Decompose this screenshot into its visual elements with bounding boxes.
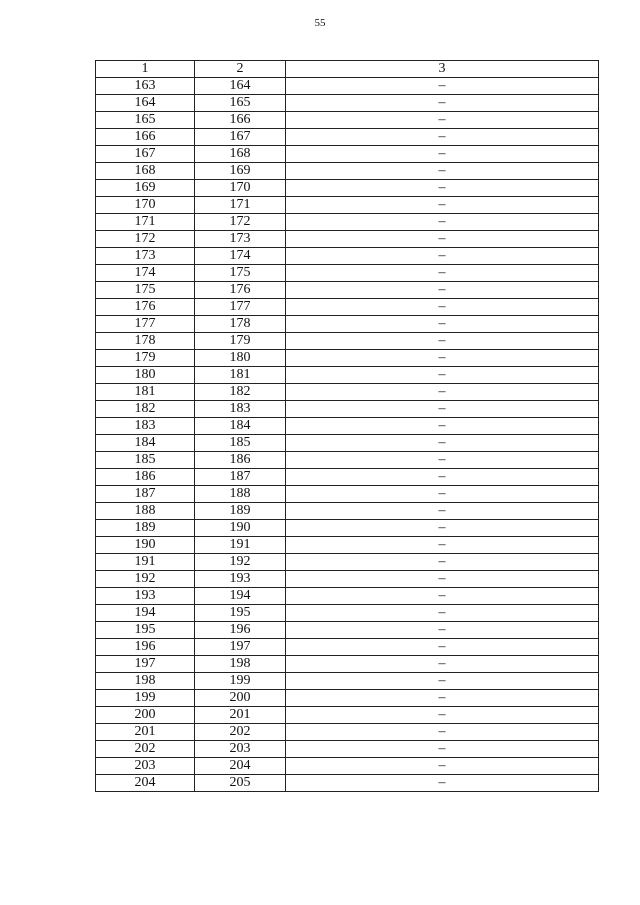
table-cell-col3: – — [286, 435, 599, 452]
table-cell-col3: – — [286, 180, 599, 197]
table-row — [96, 520, 599, 537]
table-cell-col3: – — [286, 554, 599, 571]
table-cell-col1: 166 — [96, 129, 195, 146]
table-row — [96, 248, 599, 265]
table-cell-col1: 188 — [96, 503, 195, 520]
table-cell-col3: – — [286, 656, 599, 673]
table-cell-col2: 178 — [195, 316, 286, 333]
table-cell-col3: – — [286, 707, 599, 724]
table-row — [96, 129, 599, 146]
table-cell-col3: – — [286, 486, 599, 503]
table-row — [96, 486, 599, 503]
table-row — [96, 197, 599, 214]
table-cell-col1: 164 — [96, 95, 195, 112]
table-cell-col1: 190 — [96, 537, 195, 554]
table-cell-col3: – — [286, 622, 599, 639]
table-cell-col3: – — [286, 588, 599, 605]
table-cell-col1: 165 — [96, 112, 195, 129]
table-cell-col3: – — [286, 163, 599, 180]
table-row — [96, 639, 599, 656]
table-cell-col2: 190 — [195, 520, 286, 537]
table-cell-col3: – — [286, 78, 599, 95]
table-cell-col2: 177 — [195, 299, 286, 316]
table-cell-col2: 173 — [195, 231, 286, 248]
table-cell-col3: – — [286, 282, 599, 299]
table-cell-col1: 202 — [96, 741, 195, 758]
table-cell-col3: – — [286, 265, 599, 282]
table-cell-col3: – — [286, 673, 599, 690]
table-cell-col1: 195 — [96, 622, 195, 639]
table-cell-col1: 203 — [96, 758, 195, 775]
table-cell-col3: – — [286, 571, 599, 588]
table-cell-col2: 204 — [195, 758, 286, 775]
table-cell-col2: 189 — [195, 503, 286, 520]
table-cell-col2: 174 — [195, 248, 286, 265]
table-row — [96, 622, 599, 639]
table-cell-col1: 200 — [96, 707, 195, 724]
table-cell-col2: 167 — [195, 129, 286, 146]
table-cell-col2: 202 — [195, 724, 286, 741]
table-row — [96, 469, 599, 486]
table-cell-col2: 205 — [195, 775, 286, 792]
table-row — [96, 350, 599, 367]
table-cell-col3: – — [286, 112, 599, 129]
table-cell-col2: 192 — [195, 554, 286, 571]
table-cell-col2: 164 — [195, 78, 286, 95]
table-cell-col3: – — [286, 758, 599, 775]
table-row — [96, 95, 599, 112]
table-row — [96, 452, 599, 469]
table-cell-col3: – — [286, 197, 599, 214]
table-cell-col3: – — [286, 724, 599, 741]
table-cell-col2: 168 — [195, 146, 286, 163]
table-cell-col1: 172 — [96, 231, 195, 248]
table-row — [96, 690, 599, 707]
table-cell-col1: 167 — [96, 146, 195, 163]
table-cell-col2: 194 — [195, 588, 286, 605]
table-cell-col3: – — [286, 146, 599, 163]
table-cell-col1: 186 — [96, 469, 195, 486]
table-row — [96, 758, 599, 775]
table-cell-col2: 170 — [195, 180, 286, 197]
table-cell-col1: 183 — [96, 418, 195, 435]
table-cell-col2: 165 — [195, 95, 286, 112]
table-row — [96, 282, 599, 299]
table-row — [96, 299, 599, 316]
table-row — [96, 367, 599, 384]
table-cell-col1: 177 — [96, 316, 195, 333]
table-cell-col1: 192 — [96, 571, 195, 588]
table-cell-col3: – — [286, 639, 599, 656]
table-cell-col1: 189 — [96, 520, 195, 537]
table-cell-col1: 169 — [96, 180, 195, 197]
table-cell-col1: 187 — [96, 486, 195, 503]
table-cell-col3: – — [286, 690, 599, 707]
table-cell-col2: 200 — [195, 690, 286, 707]
table-cell-col2: 186 — [195, 452, 286, 469]
table-cell-col3: – — [286, 537, 599, 554]
table-row — [96, 741, 599, 758]
table-row — [96, 214, 599, 231]
table-cell-col2: 183 — [195, 401, 286, 418]
table-cell-col1: 185 — [96, 452, 195, 469]
table-row — [96, 401, 599, 418]
table-row — [96, 707, 599, 724]
table-cell-col1: 199 — [96, 690, 195, 707]
table-row — [96, 384, 599, 401]
table-cell-col2: 203 — [195, 741, 286, 758]
table-cell-col2: 199 — [195, 673, 286, 690]
table-body — [96, 78, 599, 792]
table-cell-col1: 173 — [96, 248, 195, 265]
table-row — [96, 605, 599, 622]
table-cell-col1: 196 — [96, 639, 195, 656]
table-cell-col2: 201 — [195, 707, 286, 724]
table-row — [96, 554, 599, 571]
table-cell-col2: 171 — [195, 197, 286, 214]
table-cell-col2: 196 — [195, 622, 286, 639]
table-cell-col2: 193 — [195, 571, 286, 588]
table-cell-col1: 180 — [96, 367, 195, 384]
table-cell-col3: – — [286, 503, 599, 520]
table-cell-col3: – — [286, 214, 599, 231]
table-cell-col2: 191 — [195, 537, 286, 554]
table-cell-col3: – — [286, 452, 599, 469]
table-cell-col3: – — [286, 129, 599, 146]
table-cell-col1: 178 — [96, 333, 195, 350]
table-cell-col1: 194 — [96, 605, 195, 622]
header-row — [96, 61, 599, 78]
table-cell-col1: 204 — [96, 775, 195, 792]
table-cell-col3: – — [286, 605, 599, 622]
table-cell-col3: – — [286, 95, 599, 112]
table-cell-col1: 193 — [96, 588, 195, 605]
table-cell-col2: 187 — [195, 469, 286, 486]
table-row — [96, 775, 599, 792]
table-row — [96, 537, 599, 554]
table-cell-col3: – — [286, 367, 599, 384]
table-cell-col3: – — [286, 384, 599, 401]
table-row — [96, 231, 599, 248]
table-cell-col1: 181 — [96, 384, 195, 401]
table-cell-col1: 182 — [96, 401, 195, 418]
table-cell-col2: 184 — [195, 418, 286, 435]
table-cell-col1: 201 — [96, 724, 195, 741]
table-cell-col2: 197 — [195, 639, 286, 656]
header-cell-col3: 3 — [286, 61, 599, 78]
table-row — [96, 112, 599, 129]
table-cell-col2: 188 — [195, 486, 286, 503]
page-number: 55 — [314, 17, 326, 29]
table-cell-col1: 171 — [96, 214, 195, 231]
table-cell-col2: 179 — [195, 333, 286, 350]
table-cell-col2: 175 — [195, 265, 286, 282]
table-row — [96, 146, 599, 163]
table-cell-col1: 198 — [96, 673, 195, 690]
table-cell-col1: 170 — [96, 197, 195, 214]
table-cell-col2: 176 — [195, 282, 286, 299]
table-cell-col3: – — [286, 775, 599, 792]
table-header — [96, 61, 599, 78]
data-table — [95, 60, 599, 792]
table-cell-col3: – — [286, 299, 599, 316]
table-cell-col3: – — [286, 316, 599, 333]
table-row — [96, 673, 599, 690]
table-cell-col3: – — [286, 741, 599, 758]
table-row — [96, 571, 599, 588]
table-cell-col1: 175 — [96, 282, 195, 299]
table-row — [96, 333, 599, 350]
header-cell-col2: 2 — [195, 61, 286, 78]
table-cell-col2: 195 — [195, 605, 286, 622]
table-cell-col2: 169 — [195, 163, 286, 180]
table-row — [96, 435, 599, 452]
table-cell-col2: 181 — [195, 367, 286, 384]
table-cell-col3: – — [286, 469, 599, 486]
table-cell-col2: 172 — [195, 214, 286, 231]
table-cell-col1: 176 — [96, 299, 195, 316]
header-cell-col1: 1 — [96, 61, 195, 78]
table-cell-col3: – — [286, 401, 599, 418]
table-cell-col3: – — [286, 520, 599, 537]
table-row — [96, 656, 599, 673]
table-cell-col1: 163 — [96, 78, 195, 95]
table-cell-col1: 191 — [96, 554, 195, 571]
table-row — [96, 724, 599, 741]
table-cell-col1: 184 — [96, 435, 195, 452]
table-cell-col1: 168 — [96, 163, 195, 180]
table-cell-col2: 166 — [195, 112, 286, 129]
table-row — [96, 588, 599, 605]
table-row — [96, 163, 599, 180]
table-cell-col1: 179 — [96, 350, 195, 367]
table-row — [96, 503, 599, 520]
table-row — [96, 180, 599, 197]
table-cell-col3: – — [286, 333, 599, 350]
table-cell-col1: 174 — [96, 265, 195, 282]
table-row — [96, 418, 599, 435]
table-cell-col3: – — [286, 231, 599, 248]
table-row — [96, 265, 599, 282]
table-cell-col2: 185 — [195, 435, 286, 452]
table-cell-col2: 180 — [195, 350, 286, 367]
table-cell-col3: – — [286, 418, 599, 435]
table-row — [96, 316, 599, 333]
table-cell-col2: 182 — [195, 384, 286, 401]
table-cell-col1: 197 — [96, 656, 195, 673]
table-cell-col2: 198 — [195, 656, 286, 673]
table-row — [96, 78, 599, 95]
table-cell-col3: – — [286, 248, 599, 265]
table-cell-col3: – — [286, 350, 599, 367]
